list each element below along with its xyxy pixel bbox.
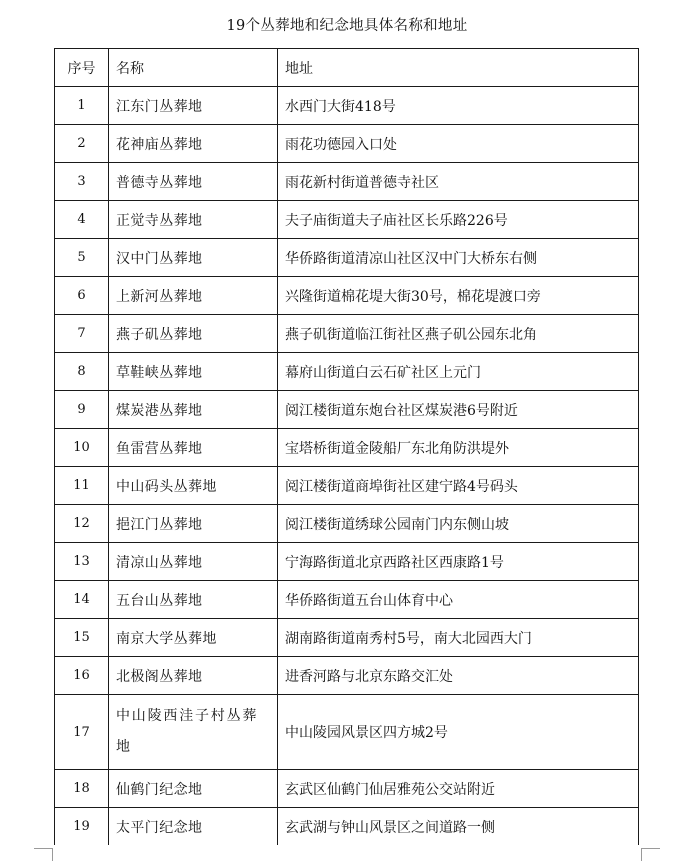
row-address: 兴隆街道棉花堤大街30号，棉花堤渡口旁 — [278, 277, 639, 315]
table-row — [55, 391, 639, 429]
page-corner-mark-left — [34, 848, 53, 861]
row-address: 华侨路街道清凉山社区汉中门大桥东右侧 — [278, 239, 639, 277]
row-address: 宝塔桥街道金陵船厂东北角防洪堤外 — [278, 429, 639, 467]
row-no: 8 — [55, 353, 109, 391]
row-name: 上新河丛葬地 — [109, 277, 278, 315]
row-address: 华侨路街道五台山体育中心 — [278, 581, 639, 619]
row-address: 玄武湖与钟山风景区之间道路一侧 — [278, 808, 639, 846]
row-no: 10 — [55, 429, 109, 467]
row-address: 阅江楼街道东炮台社区煤炭港6号附近 — [278, 391, 639, 429]
row-address: 夫子庙街道夫子庙社区长乐路226号 — [278, 201, 639, 239]
row-name: 普德寺丛葬地 — [109, 163, 278, 201]
table-row — [55, 163, 639, 201]
row-address: 湖南路街道南秀村5号，南大北园西大门 — [278, 619, 639, 657]
row-no: 17 — [55, 695, 109, 770]
table-row — [55, 505, 639, 543]
row-name: 北极阁丛葬地 — [109, 657, 278, 695]
row-no: 19 — [55, 808, 109, 846]
table-row — [55, 429, 639, 467]
table-row — [55, 695, 639, 770]
row-no: 16 — [55, 657, 109, 695]
row-no: 1 — [55, 87, 109, 125]
row-address: 中山陵园风景区四方城2号 — [278, 695, 639, 770]
row-no: 9 — [55, 391, 109, 429]
row-name: 正觉寺丛葬地 — [109, 201, 278, 239]
row-no: 2 — [55, 125, 109, 163]
row-no: 5 — [55, 239, 109, 277]
table-row — [55, 657, 639, 695]
table-row — [55, 353, 639, 391]
row-name: 五台山丛葬地 — [109, 581, 278, 619]
table-row — [55, 239, 639, 277]
table-row — [55, 543, 639, 581]
row-name: 江东门丛葬地 — [109, 87, 278, 125]
row-no: 11 — [55, 467, 109, 505]
row-no: 12 — [55, 505, 109, 543]
row-address: 阅江楼街道绣球公园南门内东侧山坡 — [278, 505, 639, 543]
table-header-row — [55, 49, 639, 87]
row-no: 15 — [55, 619, 109, 657]
row-no: 13 — [55, 543, 109, 581]
table-row — [55, 467, 639, 505]
row-name: 草鞋峡丛葬地 — [109, 353, 278, 391]
row-no: 3 — [55, 163, 109, 201]
row-address: 水西门大街418号 — [278, 87, 639, 125]
table-row — [55, 581, 639, 619]
row-name: 仙鹤门纪念地 — [109, 770, 278, 808]
row-address: 进香河路与北京东路交汇处 — [278, 657, 639, 695]
header-no: 序号 — [55, 49, 109, 87]
header-name: 名称 — [109, 49, 278, 87]
row-name: 中山陵西洼子村丛葬地 — [109, 695, 278, 770]
table-row — [55, 87, 639, 125]
table-row — [55, 619, 639, 657]
row-no: 14 — [55, 581, 109, 619]
table-row — [55, 315, 639, 353]
sites-table — [54, 48, 639, 845]
row-name: 汉中门丛葬地 — [109, 239, 278, 277]
page-corner-mark-right — [641, 848, 660, 861]
document-title: 19个丛葬地和纪念地具体名称和地址 — [226, 18, 468, 34]
row-name: 清凉山丛葬地 — [109, 543, 278, 581]
row-name: 燕子矶丛葬地 — [109, 315, 278, 353]
table-row — [55, 808, 639, 846]
header-address: 地址 — [278, 49, 639, 87]
row-name: 中山码头丛葬地 — [109, 467, 278, 505]
row-address: 雨花功德园入口处 — [278, 125, 639, 163]
row-no: 7 — [55, 315, 109, 353]
row-address: 宁海路街道北京西路社区西康路1号 — [278, 543, 639, 581]
table-row — [55, 201, 639, 239]
table-row — [55, 277, 639, 315]
row-address: 幕府山街道白云石矿社区上元门 — [278, 353, 639, 391]
row-name: 南京大学丛葬地 — [109, 619, 278, 657]
row-name: 鱼雷营丛葬地 — [109, 429, 278, 467]
row-address: 雨花新村街道普德寺社区 — [278, 163, 639, 201]
row-name: 挹江门丛葬地 — [109, 505, 278, 543]
row-name: 花神庙丛葬地 — [109, 125, 278, 163]
row-address: 阅江楼街道商埠街社区建宁路4号码头 — [278, 467, 639, 505]
table-row — [55, 770, 639, 808]
table-row — [55, 125, 639, 163]
row-no: 4 — [55, 201, 109, 239]
row-name: 煤炭港丛葬地 — [109, 391, 278, 429]
row-name: 太平门纪念地 — [109, 808, 278, 846]
row-no: 6 — [55, 277, 109, 315]
row-address: 燕子矶街道临江街社区燕子矶公园东北角 — [278, 315, 639, 353]
row-address: 玄武区仙鹤门仙居雅苑公交站附近 — [278, 770, 639, 808]
row-no: 18 — [55, 770, 109, 808]
